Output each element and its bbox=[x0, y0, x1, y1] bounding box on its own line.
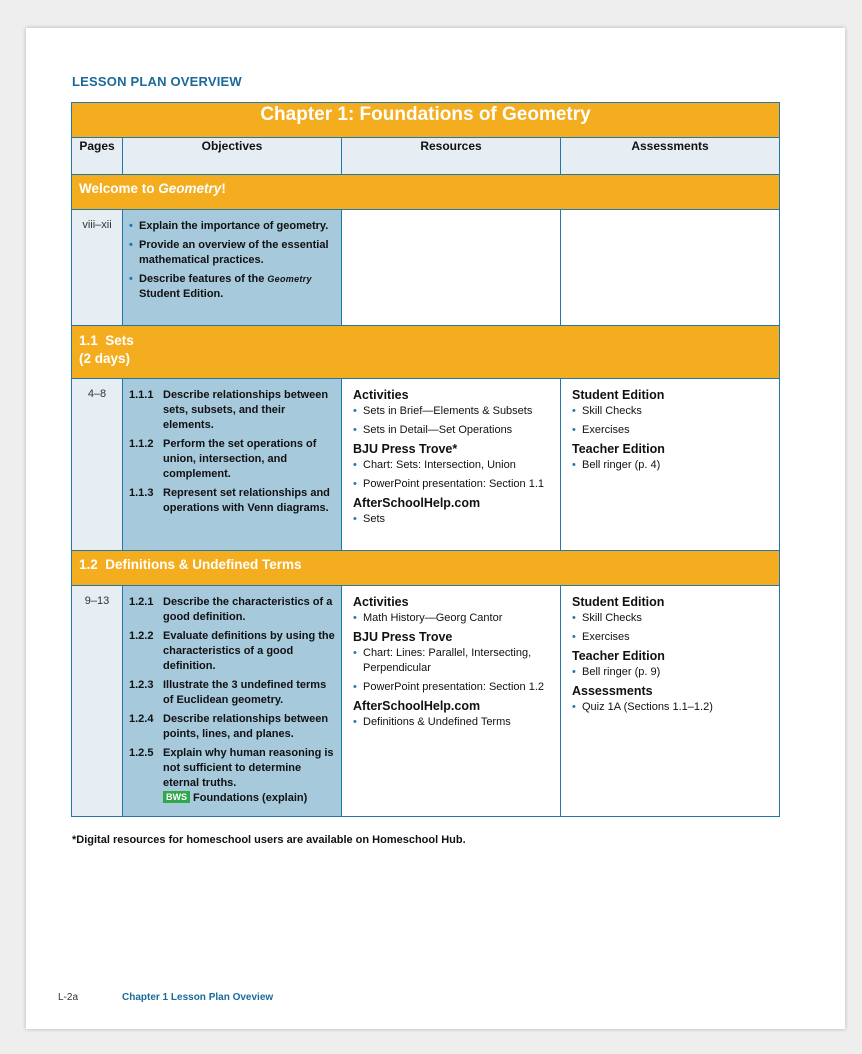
resources-cell bbox=[342, 379, 561, 551]
resource-item: • PowerPoint presentation: Section 1.1 bbox=[353, 477, 552, 492]
footer-page-number: L-2a bbox=[58, 992, 79, 1003]
objective-item bbox=[129, 595, 335, 625]
objective-text: Describe features of the bbox=[139, 273, 268, 285]
resource-heading: AfterSchoolHelp.com bbox=[353, 496, 481, 510]
objective-text: Perform the set operations of union, intersection, and complement. bbox=[163, 438, 317, 480]
pages-cell: viii–xii bbox=[72, 210, 123, 326]
objective-item bbox=[129, 746, 335, 791]
objective-item bbox=[129, 272, 335, 302]
section-row-welcome bbox=[72, 210, 780, 326]
objective-text: Describe the characteristics of a good definition. bbox=[163, 596, 333, 623]
lesson-plan-table bbox=[71, 102, 780, 817]
objective-number: 1.1.3 bbox=[129, 487, 154, 499]
resource-heading: BJU Press Trove bbox=[353, 630, 453, 644]
objective-number: 1.2.5 bbox=[129, 747, 154, 759]
assessment-item: • Quiz 1A (Sections 1.1–1.2) bbox=[572, 700, 771, 715]
objective-text: Describe relationships between sets, subsets, and their elements. bbox=[163, 389, 329, 431]
resource-item: • Chart: Sets: Intersection, Union bbox=[353, 458, 552, 473]
objective-number: 1.2.2 bbox=[129, 630, 154, 642]
column-header-pages: Pages bbox=[72, 138, 123, 175]
assessment-item: • Bell ringer (p. 4) bbox=[572, 458, 771, 473]
footnote: *Digital resources for homeschool users are available on Homeschool Hub. bbox=[72, 834, 466, 846]
objective-text: Illustrate the 3 undefined terms of Euclidean geometry. bbox=[163, 679, 327, 706]
assessments-cell bbox=[561, 210, 780, 326]
bws-item bbox=[129, 791, 335, 806]
overview-title: LESSON PLAN OVERVIEW bbox=[72, 74, 242, 89]
resources-cell bbox=[342, 210, 561, 326]
footer-title: Chapter 1 Lesson Plan Oveview bbox=[122, 992, 274, 1003]
section-row-definitions bbox=[72, 586, 780, 817]
objective-italic-text: Geometry bbox=[267, 274, 312, 284]
section-header-sets bbox=[72, 326, 780, 379]
objective-item bbox=[129, 712, 335, 742]
assessment-item: • Exercises bbox=[572, 423, 771, 438]
resource-heading: Activities bbox=[353, 388, 409, 402]
column-header-assessments: Assessments bbox=[561, 138, 780, 175]
assessment-heading: Teacher Edition bbox=[572, 442, 665, 456]
objective-number: 1.1.1 bbox=[129, 389, 154, 401]
section-title-line1: 1.1 Sets bbox=[79, 333, 134, 348]
assessment-heading: Student Edition bbox=[572, 388, 665, 402]
resource-item: • Sets in Brief—Elements & Subsets bbox=[353, 404, 552, 419]
assessments-cell bbox=[561, 379, 780, 551]
objective-item bbox=[129, 486, 335, 516]
resource-item: • Chart: Lines: Parallel, Intersecting, Perpendicular bbox=[353, 646, 552, 676]
objective-number: 1.2.3 bbox=[129, 679, 154, 691]
section-title-italic: Geometry bbox=[158, 181, 222, 196]
section-title bbox=[72, 326, 780, 379]
assessment-heading: Student Edition bbox=[572, 595, 665, 609]
objectives-cell bbox=[123, 586, 342, 817]
bws-text: Foundations (explain) bbox=[193, 792, 308, 804]
resource-item: • PowerPoint presentation: Section 1.2 bbox=[353, 680, 552, 695]
objective-item bbox=[129, 437, 335, 482]
section-title-prefix: Welcome to bbox=[79, 181, 159, 196]
objective-text: Evaluate definitions by using the characteristics of a good definition. bbox=[163, 630, 335, 672]
pages-cell: 4–8 bbox=[72, 379, 123, 551]
resource-item: • Definitions & Undefined Terms bbox=[353, 715, 552, 730]
section-row-sets bbox=[72, 379, 780, 551]
objective-item bbox=[129, 678, 335, 708]
objectives-cell bbox=[123, 379, 342, 551]
column-header-resources: Resources bbox=[342, 138, 561, 175]
section-header-definitions bbox=[72, 551, 780, 586]
resources-cell bbox=[342, 586, 561, 817]
resource-item: • Math History—Georg Cantor bbox=[353, 611, 552, 626]
assessment-item: • Skill Checks bbox=[572, 404, 771, 419]
objective-item bbox=[129, 388, 335, 433]
assessment-heading: Assessments bbox=[572, 684, 653, 698]
resource-heading: Activities bbox=[353, 595, 409, 609]
chapter-title: Chapter 1: Foundations of Geometry bbox=[72, 103, 780, 138]
assessment-item: • Bell ringer (p. 9) bbox=[572, 665, 771, 680]
chapter-title-row bbox=[72, 103, 780, 138]
assessment-heading: Teacher Edition bbox=[572, 649, 665, 663]
section-title bbox=[72, 175, 780, 210]
objective-number: 1.2.1 bbox=[129, 596, 154, 608]
objective-text: Represent set relationships and operations with Venn diagrams. bbox=[163, 487, 330, 514]
document-page bbox=[26, 28, 845, 1029]
resource-item: • Sets in Detail—Set Operations bbox=[353, 423, 552, 438]
objective-item bbox=[129, 629, 335, 674]
resource-heading: BJU Press Trove* bbox=[353, 442, 458, 456]
column-header-objectives: Objectives bbox=[123, 138, 342, 175]
resource-heading: AfterSchoolHelp.com bbox=[353, 699, 481, 713]
column-header-row bbox=[72, 138, 780, 175]
pages-cell: 9–13 bbox=[72, 586, 123, 817]
objective-item: • Explain the importance of geometry. bbox=[129, 219, 335, 234]
objective-number: 1.2.4 bbox=[129, 713, 154, 725]
objective-number: 1.1.2 bbox=[129, 438, 154, 450]
assessment-item: • Exercises bbox=[572, 630, 771, 645]
objective-text: Describe relationships between points, lines, and planes. bbox=[163, 713, 329, 740]
section-title: 1.2 Definitions & Undefined Terms bbox=[72, 551, 780, 586]
section-title-suffix: ! bbox=[221, 181, 226, 196]
assessment-item: • Skill Checks bbox=[572, 611, 771, 626]
section-header-welcome bbox=[72, 175, 780, 210]
section-title-line2: (2 days) bbox=[79, 351, 131, 366]
assessments-cell bbox=[561, 586, 780, 817]
objective-text: Student Edition. bbox=[139, 288, 224, 300]
resource-item: • Sets bbox=[353, 512, 552, 527]
objective-item: • Provide an overview of the essential mathematical practices. bbox=[129, 238, 335, 268]
objectives-cell bbox=[123, 210, 342, 326]
objective-text: Explain why human reasoning is not sufficient to determine eternal truths. bbox=[163, 747, 334, 789]
bws-badge: BWS bbox=[163, 791, 190, 803]
